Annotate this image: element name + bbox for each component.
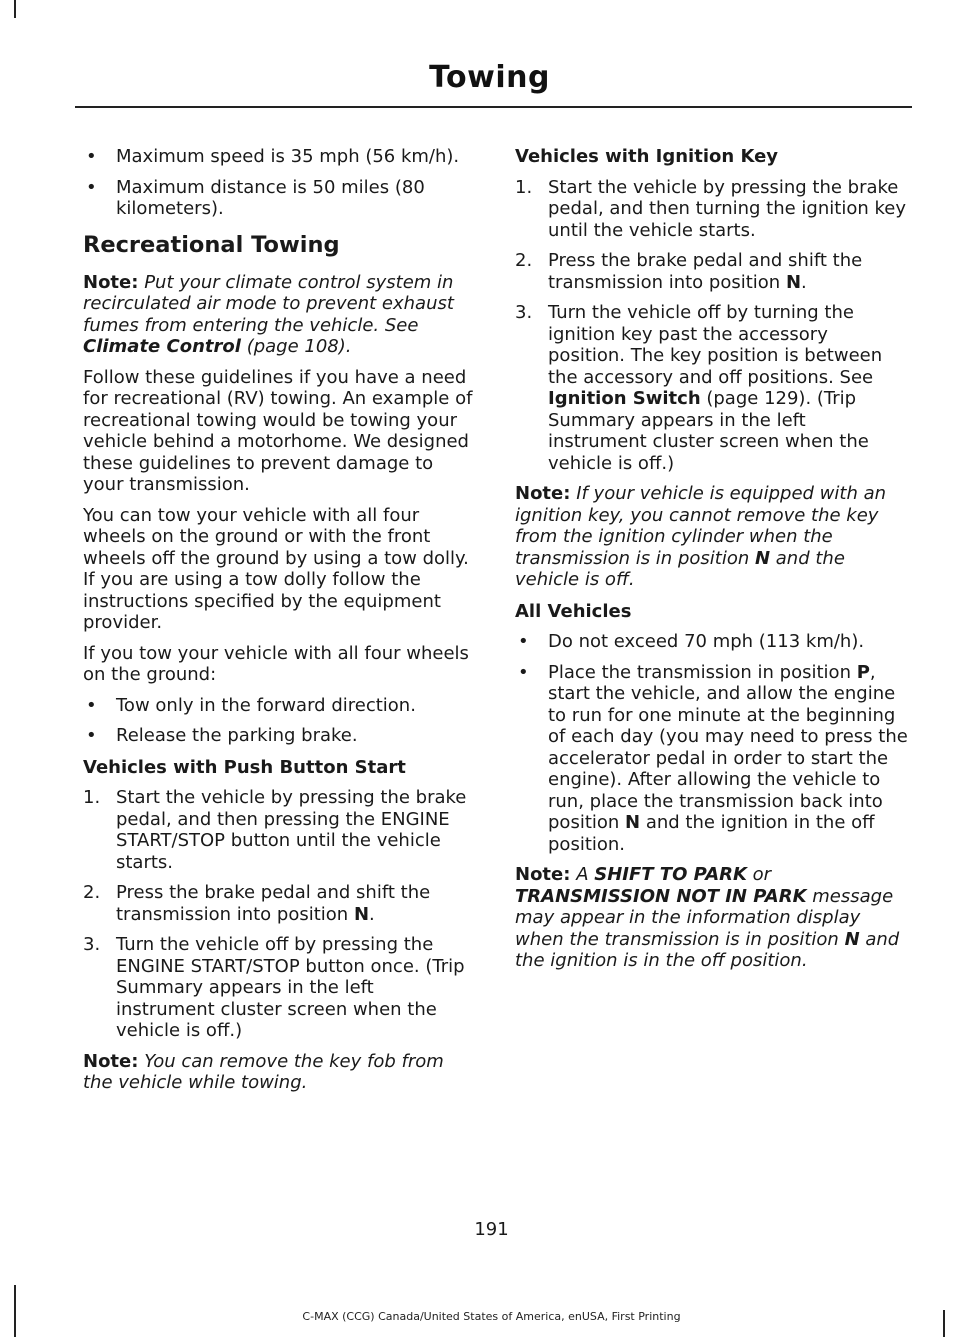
list-item: • Release the parking brake. [86,725,358,746]
numbered-step: 3. Turn the vehicle off by pressing the ENGINE START/STOP button once. (Trip Summary appears in the left instrument cluster screen when the vehicle is off.) [83,934,465,1041]
list-item: • Place the transmission in position P, start the vehicle, and allow the engine to run for one minute at the beginning of each day (you may need to press the accelerator pedal in order to start the engine). After allowing the vehicle to run, place the transmission back into position N and the ignition in the off position. [518,661,908,855]
numbered-step: 1. Start the vehicle by pressing the brake pedal, and then turning the ignition key until the vehicle starts. [515,176,906,241]
cross-reference-link[interactable]: Climate Control [83,336,241,357]
note: Note: A SHIFT TO PARK or TRANSMISSION NOT IN PARK message may appear in the information display when the transmission is in position N and the ignition is in the off position. [515,864,900,971]
paragraph: Follow these guidelines if you have a need for recreational (RV) towing. An example of recreational towing would be towing your vehicle behind a motorhome. We designed these guidelines to prevent damage to your transmission. [83,366,473,495]
page-title: Towing [429,60,550,95]
list-item: • Maximum speed is 35 mph (56 km/h). [86,146,460,167]
note: Note: If your vehicle is equipped with an ignition key, you cannot remove the key from the ignition cylinder when the transmission is in position N and the vehicle is off. [515,483,887,590]
subsection-heading: All Vehicles [515,600,632,622]
numbered-step: 1. Start the vehicle by pressing the brake pedal, and then pressing the ENGINE START/STOP button until the vehicle starts. [83,787,467,873]
paragraph: If you tow your vehicle with all four wheels on the ground: [83,642,469,685]
subsection-heading: Vehicles with Push Button Start [83,756,406,778]
right-column [515,146,910,981]
crop-mark-top-left [14,0,16,18]
section-heading: Recreational Towing [83,231,340,258]
note: Note: You can remove the key fob from the vehicle while towing. [83,1050,444,1093]
header-divider [75,106,912,108]
cross-reference-link[interactable]: Ignition Switch [548,388,701,409]
footer: C-MAX (CCG) Canada/United States of America, enUSA, First Printing [302,1310,681,1323]
numbered-step: 3. Turn the vehicle off by turning the ignition key past the accessory position. The key position is between the accessory and off positions. See Ignition Switch (page 129). (Trip Summary appears in the left instrument cluster screen when the vehicle is off.) [515,302,883,474]
list-item: • Tow only in the forward direction. [86,694,416,716]
numbered-step: 2. Press the brake pedal and shift the transmission into position N. [515,250,863,293]
note: Note: Put your climate control system in recirculated air mode to prevent exhaust fumes from entering the vehicle. See Climate Control (page 108). [83,271,454,357]
numbered-step: 2. Press the brake pedal and shift the transmission into position N. [83,882,431,925]
page-number: 191 [474,1219,509,1240]
paragraph: You can tow your vehicle with all four wheels on the ground or with the front wheels off the ground by using a tow dolly. If you are using a tow dolly follow the instructions specified by the equipment provider. [83,504,469,633]
left-column [83,146,478,1103]
subsection-heading: Vehicles with Ignition Key [515,146,779,167]
list-item: • Do not exceed 70 mph (113 km/h). [518,631,865,652]
list-item: • Maximum distance is 50 miles (80 kilometers). [86,176,425,219]
